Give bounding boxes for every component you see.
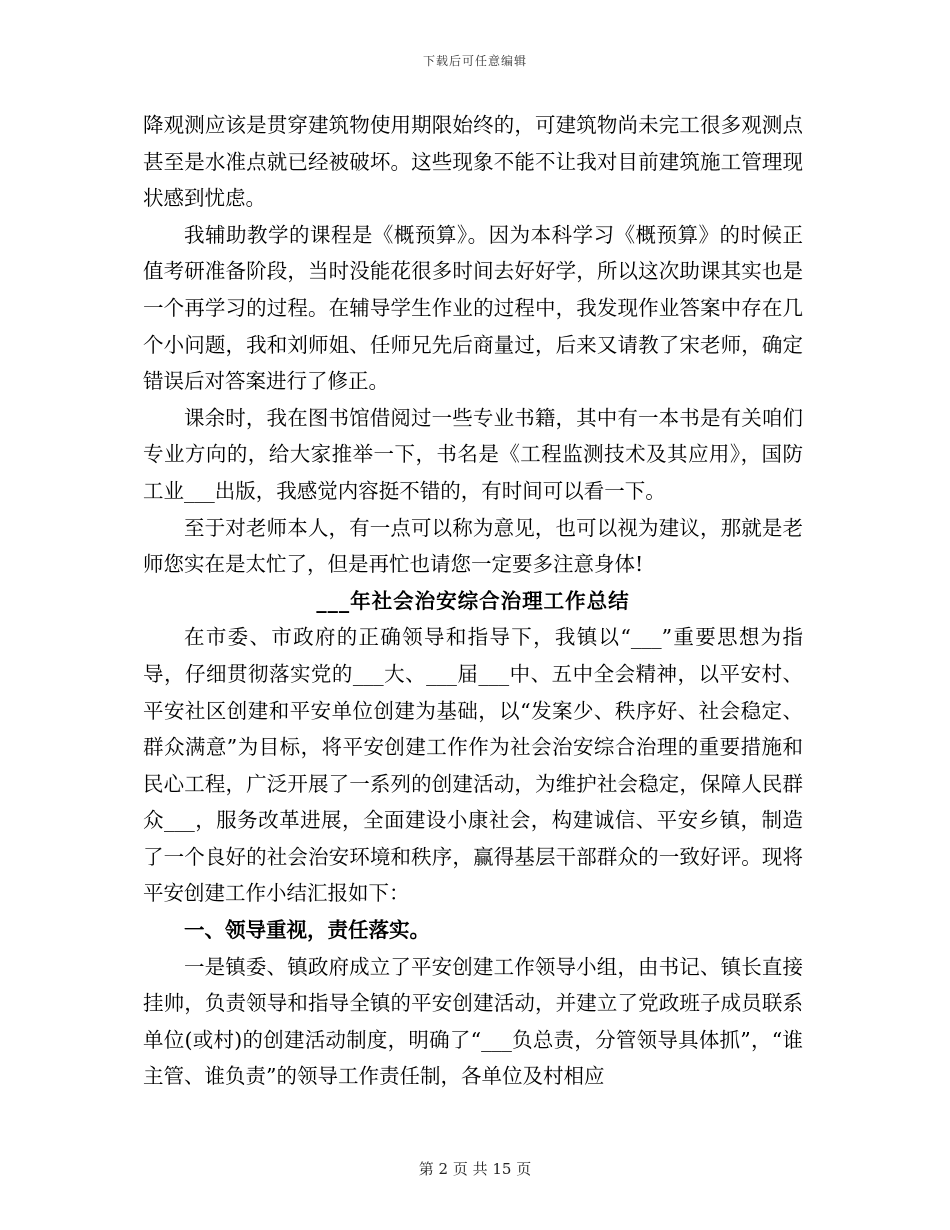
paragraph-books: 课余时，我在图书馆借阅过一些专业书籍，其中有一本书是有关咱们专业方向的，给大家推举一下，书名是《工程监测技术及其应用》，国防工业___出版，我感觉内容挺不错的，有时间可以看一下。	[143, 405, 803, 503]
page-footer: 第 2 页 共 15 页	[418, 1160, 532, 1178]
page-header: 下载后可任意编辑	[422, 54, 527, 68]
paragraph-body-1: 一是镇委、镇政府成立了平安创建工作领导小组，由书记、镇长直接挂帅，负责领导和指导全镇的平安创建活动，并建立了党政班子成员联系单位(或村)的创建活动制度，明确了“___负总责，分管领导具体抓”，“谁主管、谁负责”的领导工作责任制，各单位及村相应	[143, 954, 803, 1089]
paragraph-intro: 在市委、市政府的正确领导和指导下，我镇以“___”重要思想为指导，仔细贯彻落实党的___大、___届___中、五中全会精神，以平安村、平安社区创建和平安单位创建为基础，以“发案少、秩序好、社会稳定、群众满意”为目标，将平安创建工作作为社会治安综合治理的重要措施和民心工程，广泛开展了一系列的创建活动，为维护社会稳定，保障人民群众___，服务改革进展，全面建设小康社会，构建诚信、平安乡镇，制造了一个良好的社会治安环境和秩序，赢得基层干部群众的一致好评。现将平安创建工作小结汇报如下：	[143, 625, 803, 906]
section-title: ___年社会治安综合治理工作总结	[316, 588, 630, 613]
section-heading-1: 一、领导重视，责任落实。	[184, 918, 430, 943]
paragraph-continued: 降观测应该是贯穿建筑物使用期限始终的，可建筑物尚未完工很多观测点甚至是水准点就已经被破坏。这些现象不能不让我对目前建筑施工管理现状感到忧虑。	[143, 113, 803, 211]
paragraph-course: 我辅助教学的课程是《概预算》。因为本科学习《概预算》的时候正值考研准备阶段，当时没能花很多时间去好好学，所以这次助课其实也是一个再学习的过程。在辅导学生作业的过程中，我发现作业答案中存在几个小问题，我和刘师姐、任师兄先后商量过，后来又请教了宋老师，确定错误后对答案进行了修正。	[143, 222, 803, 394]
paragraph-advice: 至于对老师本人，有一点可以称为意见，也可以视为建议，那就是老师您实在是太忙了，但是再忙也请您一定要多注意身体!	[143, 515, 803, 577]
document-body	[143, 107, 803, 1095]
